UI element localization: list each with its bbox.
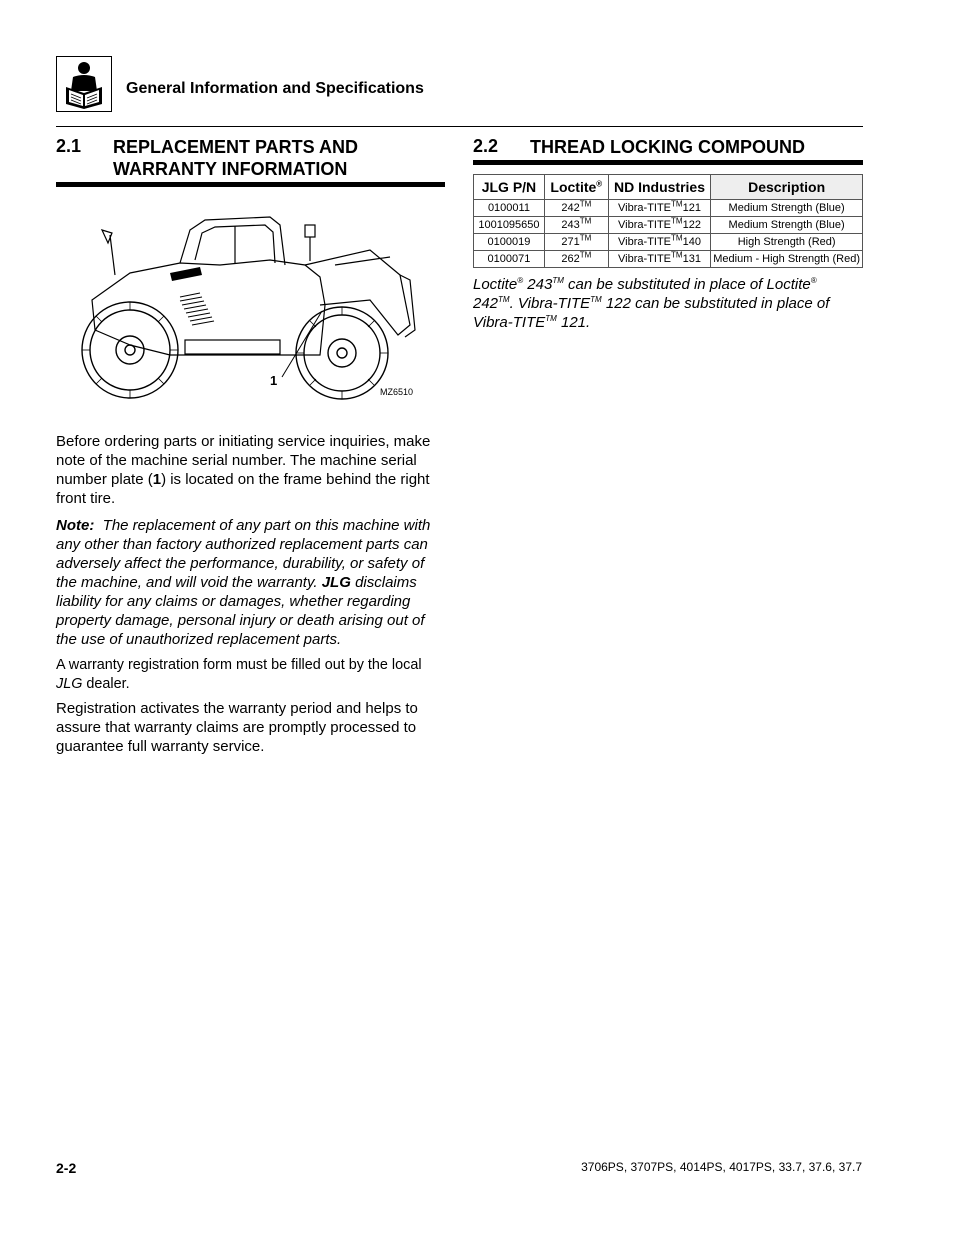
trademark: TM [671,216,683,226]
cell-pn: 0100019 [474,234,545,251]
note-label: Note: [56,517,95,534]
text-run: 242 [473,295,499,312]
cell-desc: Medium - High Strength (Red) [711,251,863,268]
trademark: TM [671,233,683,243]
text-run: ) is located on the frame behind the right front tire. [56,471,430,507]
section-title-line: REPLACEMENT PARTS AND [113,137,359,157]
cell-pn: 1001095650 [474,217,545,234]
table-row [474,234,863,251]
cell-loctite [544,234,608,251]
figure-id: MZ6510 [380,387,414,397]
trademark: TM [579,199,592,209]
column-header [544,175,608,200]
cell-loctite [544,217,608,234]
column-header: JLG P/N [474,175,545,200]
registration-paragraph: Registration activates the warranty period and helps to assure that warranty claims are promptly processed to guarantee full warranty service. [56,700,418,755]
registered-mark: ® [596,179,603,189]
text-run: 262 [561,253,580,265]
registered-mark: ® [517,276,524,285]
text-run: 271 [561,236,580,248]
text-run: A warranty registration form must be filled out by the local [56,657,422,673]
telehandler-drawing [70,205,430,405]
section-rule [56,182,445,187]
header-divider [56,126,863,127]
serial-number-paragraph [56,432,446,508]
section-number: 2.1 [56,136,82,156]
text-run: Vibra-TITE [618,236,672,248]
text-run: 122 [682,219,701,231]
table-row [474,200,863,217]
text-run: 243 [561,219,580,231]
text-run: 140 [682,236,701,248]
column-header: ND Industries [608,175,711,200]
trademark: TM [498,295,510,304]
brand-name: JLG [321,574,351,591]
substitution-note [473,275,858,332]
trademark: TM [545,314,557,323]
section-title [113,136,358,180]
text-run: Loctite [550,179,597,195]
cell-loctite [544,200,608,217]
column-header: Description [711,175,863,200]
text-run: 243 [523,276,553,293]
warranty-note [56,516,446,649]
text-run: 242 [561,202,580,214]
trademark: TM [579,250,592,260]
trademark: TM [671,250,683,260]
brand-name: JLG [56,676,83,692]
telehandler-illustration [70,205,430,405]
cell-nd [608,217,711,234]
text-run: The replacement of any part on this machine with any other than factory authorized replacement parts can adversely affect the performance, durability, or safety of the machine, and will void the warranty. [56,517,431,591]
cell-pn: 0100011 [474,200,545,217]
table-row [474,251,863,268]
trademark: TM [579,233,592,243]
text-run: Vibra-TITE [618,253,672,265]
text-run: 121. [556,314,591,331]
table-row [474,217,863,234]
cell-loctite [544,251,608,268]
section-rule [473,160,863,165]
table-header-row [474,175,863,200]
cell-nd [608,234,711,251]
cell-pn: 0100071 [474,251,545,268]
text-run: 131 [682,253,701,265]
text-run: disclaims liability for any claims or damages, whether regarding property damage, personal injury or death arising out of the use of unauthorized replacement parts. [56,574,425,648]
text-run: Loctite [473,276,518,293]
page-number: 2-2 [56,1160,77,1176]
text-run: Vibra-TITE [618,219,672,231]
text-run: dealer. [86,676,130,692]
cell-nd [608,200,711,217]
trademark: TM [671,199,683,209]
text-run: 121 [682,202,701,214]
registration-form-paragraph [56,656,446,694]
section-title: THREAD LOCKING COMPOUND [530,137,805,157]
model-list: 3706PS, 3707PS, 4014PS, 4017PS, 33.7, 37.6, 37.7 [581,1160,862,1174]
text-run: can be substituted in place of Loctite [563,276,811,293]
header-title: General Information and Specifications [126,80,424,97]
manual-reader-icon [56,56,112,112]
trademark: TM [590,295,602,304]
cell-desc: Medium Strength (Blue) [711,200,863,217]
text-run: Vibra-TITE [618,202,672,214]
section-number: 2.2 [473,136,499,156]
text-run: Before ordering parts or initiating service inquiries, make note of the machine serial number. The machine serial number plate ( [56,433,431,488]
text-run: 122 can be substituted in place of Vibra-TITE [473,295,830,331]
registered-mark: ® [810,276,817,285]
trademark: TM [579,216,592,226]
section-title-line: WARRANTY INFORMATION [113,159,348,179]
cell-desc: Medium Strength (Blue) [711,217,863,234]
cell-desc: High Strength (Red) [711,234,863,251]
callout-ref: 1 [152,471,162,488]
figure-callout: 1 [270,373,278,388]
cell-nd [608,251,711,268]
text-run: . Vibra-TITE [509,295,591,312]
trademark: TM [552,276,564,285]
thread-locking-table [473,174,863,268]
